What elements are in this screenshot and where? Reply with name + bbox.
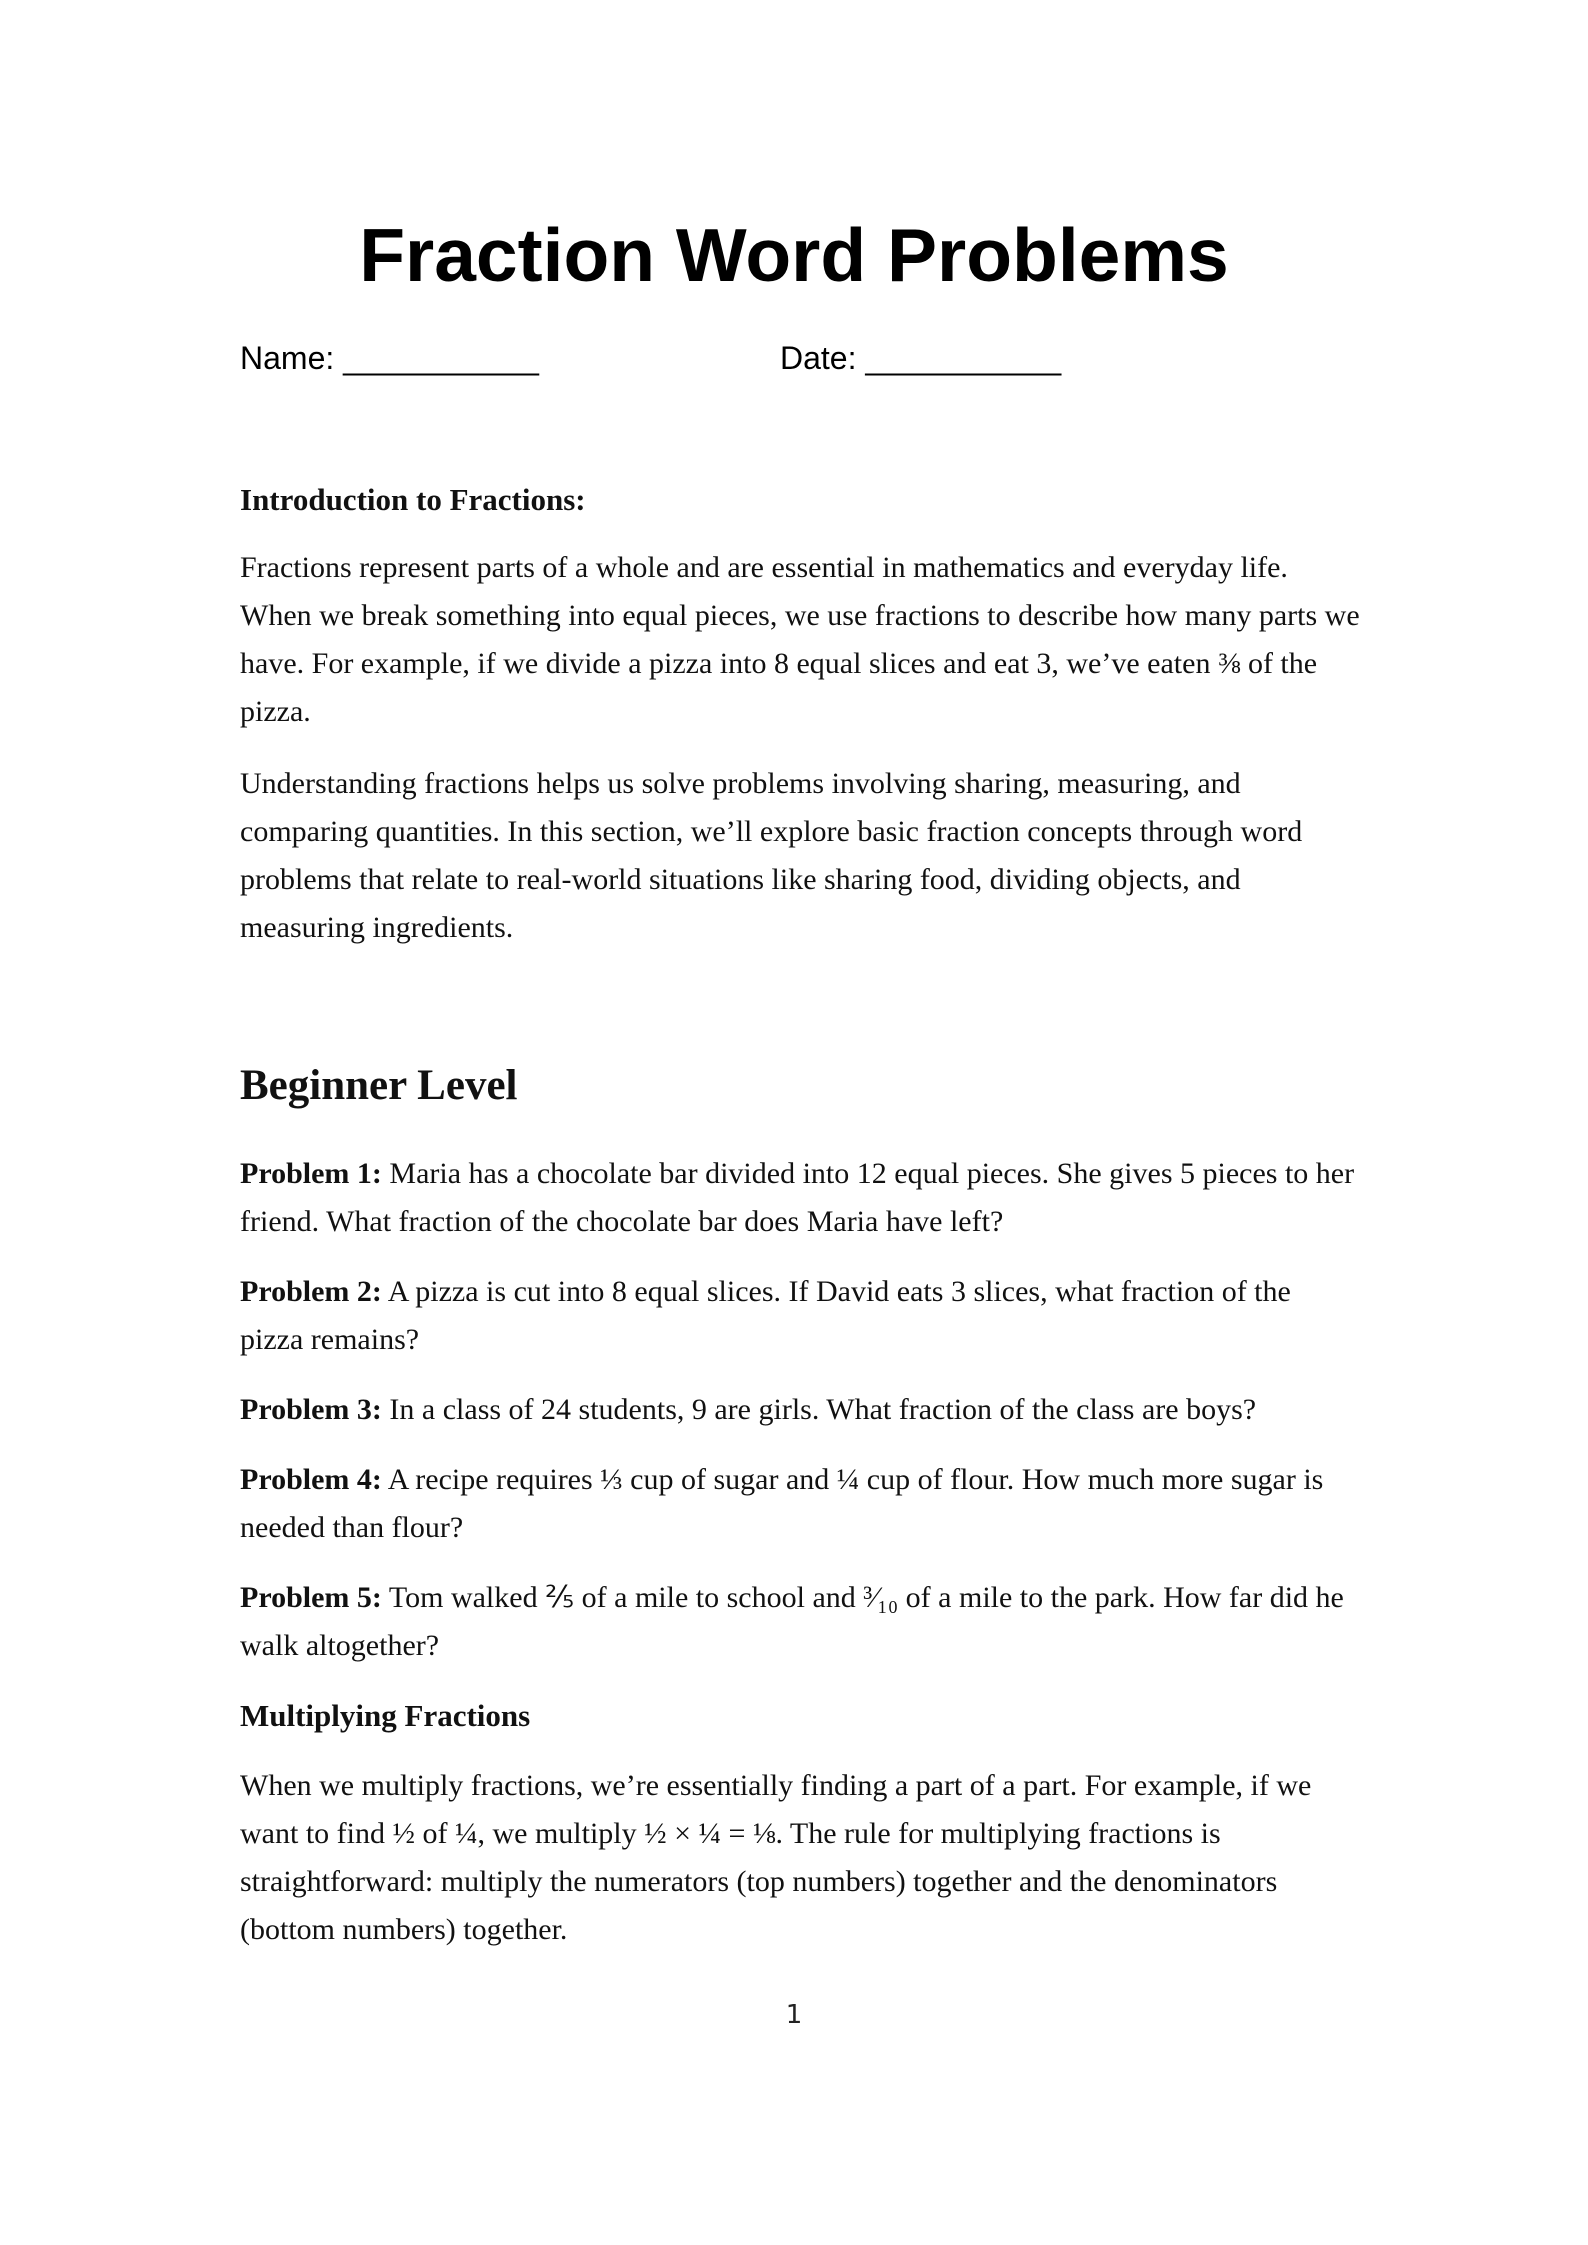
intro-section (240, 476, 1360, 524)
intro-paragraph-2 (240, 760, 1360, 952)
problem-2 (240, 1268, 1360, 1364)
problem-3-label: Problem 3: (240, 1393, 382, 1426)
intro-heading: Introduction to Fractions: (240, 482, 586, 517)
problem-4-label: Problem 4: (240, 1463, 382, 1496)
multiplying-section (240, 1692, 1360, 1740)
problem-2-label: Problem 2: (240, 1275, 382, 1308)
multiplying-heading: Multiplying Fractions (240, 1698, 531, 1733)
problem-1-label: Problem 1: (240, 1157, 382, 1190)
beginner-section (240, 1058, 1360, 1114)
intro-text-1: Fractions represent parts of a whole and are essential in mathematics and everyday life. When we break something into equal pieces, we use fractions to describe how many parts we have. For example, if we divide a pizza into 8 equal slices and eat 3, we’ve eaten ⅜ of the pizza. (240, 551, 1360, 728)
problem-1 (240, 1150, 1360, 1246)
date-field: Date: ___________ (780, 340, 1062, 376)
problem-3-text: In a class of 24 students, 9 are girls. What fraction of the class are boys? (381, 1393, 1257, 1426)
problem-1-text: Maria has a chocolate bar divided into 12 equal pieces. She gives 5 pieces to her friend. What fraction of the chocolate bar does Maria have left? (240, 1157, 1355, 1238)
multiplying-paragraph (240, 1762, 1360, 1954)
problem-5-text: Tom walked ⅖ of a mile to school and ³⁄₁₀ of a mile to the park. How far did he walk altogether? (240, 1581, 1344, 1662)
problem-3 (240, 1386, 1360, 1434)
page-number: 1 (785, 2000, 803, 2030)
problem-5-label: Problem 5: (240, 1581, 382, 1614)
problem-2-text: A pizza is cut into 8 equal slices. If David eats 3 slices, what fraction of the pizza remains? (240, 1275, 1291, 1356)
intro-paragraph-1 (240, 544, 1360, 736)
name-field: Name: ___________ (240, 340, 539, 376)
problem-4-text: A recipe requires ⅓ cup of sugar and ¼ cup of flour. How much more sugar is needed than flour? (240, 1463, 1324, 1544)
page-title: Fraction Word Problems (359, 213, 1229, 297)
beginner-heading: Beginner Level (240, 1062, 518, 1109)
problem-4 (240, 1456, 1360, 1552)
problem-5 (240, 1574, 1360, 1670)
multiplying-text: When we multiply fractions, we’re essentially finding a part of a part. For example, if we want to find ½ of ¼, we multiply ½ × ¼ = ⅛. The rule for multiplying fractions is straightforward: multiply the numerators (top numbers) together and the denominators (bottom numbers) together. (240, 1769, 1312, 1946)
intro-text-2: Understanding fractions helps us solve problems involving sharing, measuring, and comparing quantities. In this section, we’ll explore basic fraction concepts through word problems that relate to real-world situations like sharing food, dividing objects, and measuring ingredients. (240, 767, 1303, 944)
